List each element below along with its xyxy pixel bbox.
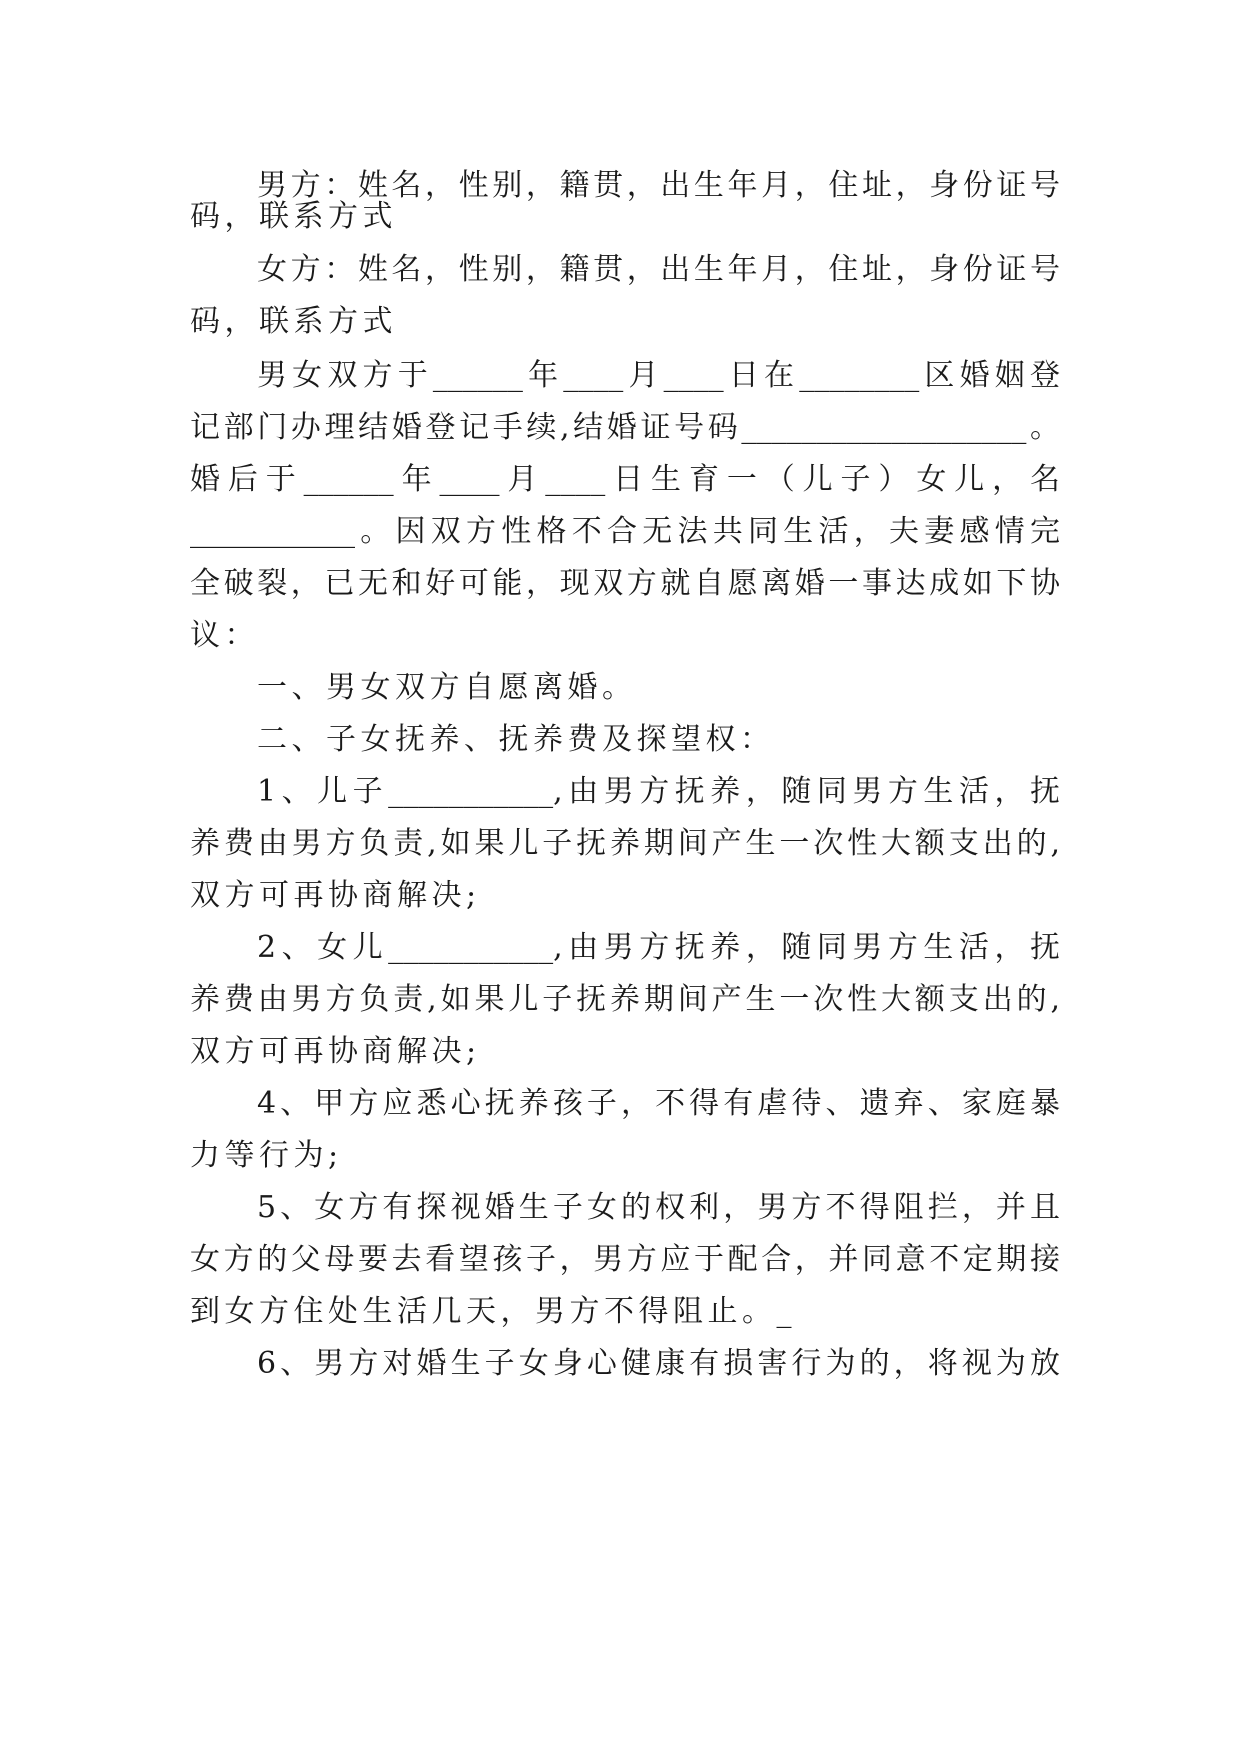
text-line: 1、儿子___________,由男方抚养，随同男方生活，抚 <box>257 774 1060 809</box>
text-line: 双方可再协商解决; <box>190 878 481 913</box>
text-line: 养费由男方负责,如果儿子抚养期间产生一次性大额支出的, <box>190 826 1060 861</box>
text-line: 记部门办理结婚登记手续,结婚证号码___________________。 <box>190 410 1060 445</box>
text-line: 男方：姓名，性别，籍贯，出生年月，住址，身份证号 <box>257 168 1060 203</box>
text-line: 议： <box>190 618 259 653</box>
text-line: 力等行为; <box>190 1138 343 1173</box>
text-line: 2、女儿___________,由男方抚养，随同男方生活，抚 <box>257 930 1060 965</box>
text-line: 6、男方对婚生子女身心健康有损害行为的，将视为放 <box>257 1346 1060 1381</box>
text-line: 养费由男方负责,如果儿子抚养期间产生一次性大额支出的, <box>190 982 1060 1017</box>
text-line: 女方的父母要去看望孩子，男方应于配合，并同意不定期接 <box>190 1242 1060 1277</box>
text-line: 双方可再协商解决; <box>190 1034 481 1069</box>
text-line: ___________。因双方性格不合无法共同生活，夫妻感情完 <box>190 514 1060 549</box>
text-line: 全破裂，已无和好可能，现双方就自愿离婚一事达成如下协 <box>190 566 1060 601</box>
text-line: 女方：姓名，性别，籍贯，出生年月，住址，身份证号 <box>257 252 1060 287</box>
text-line: 婚后于______年____月____日生育一（儿子）女儿，名 <box>190 462 1060 497</box>
text-line: 码，联系方式 <box>190 304 397 339</box>
section-heading: 一、男女双方自愿离婚。 <box>257 670 637 705</box>
text-line: 男女双方于______年____月____日在________区婚姻登 <box>257 358 1060 393</box>
text-line: 到女方住处生活几天，男方不得阻止。_ <box>190 1294 796 1329</box>
section-heading: 二、子女抚养、抚养费及探望权： <box>257 722 775 757</box>
text-line: 码，联系方式 <box>190 199 397 234</box>
text-line: 5、女方有探视婚生子女的权利，男方不得阻拦，并且 <box>257 1190 1060 1225</box>
text-line: 4、甲方应悉心抚养孩子，不得有虐待、遗弃、家庭暴 <box>257 1086 1060 1121</box>
